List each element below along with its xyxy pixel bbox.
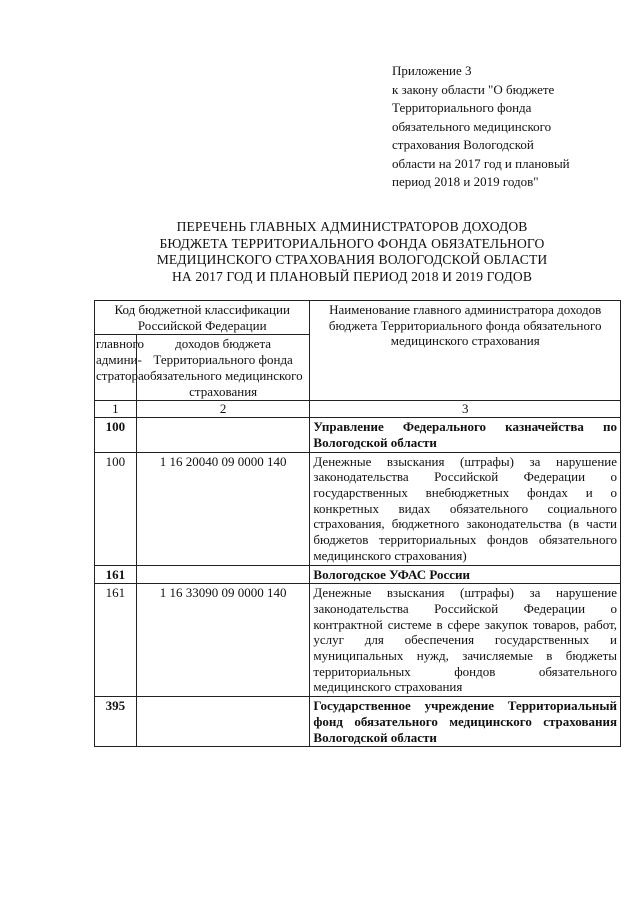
admin-code-cell: 161 bbox=[95, 584, 137, 697]
title-line: ПЕРЕЧЕНЬ ГЛАВНЫХ АДМИНИСТРАТОРОВ ДОХОДОВ bbox=[176, 219, 528, 234]
table-row bbox=[95, 584, 621, 697]
appendix-line: обязательного медицинского bbox=[392, 118, 552, 134]
column-numbers-row bbox=[95, 401, 621, 418]
income-description-cell: Денежные взыскания (штрафы) за нарушение законодательства Российской Федерации о государственных внебюджетных фондах и о конкретных видах обязательного социального страхования, бюджетного законодательства (в части бюджетов территориальных фондов обязательного медицинского страхования) bbox=[310, 452, 621, 565]
table-row bbox=[95, 452, 621, 565]
appendix-line: Территориального фонда bbox=[392, 100, 532, 115]
document-title bbox=[92, 219, 612, 285]
header-income-code: доходов бюджета Территориального фонда обязательного медицинского страхования bbox=[136, 335, 310, 401]
table-row bbox=[95, 418, 621, 452]
admin-code-cell: 395 bbox=[95, 697, 137, 747]
income-code-cell: 1 16 33090 09 0000 140 bbox=[136, 584, 310, 697]
header-admin-code: главного админи-стратора bbox=[95, 335, 137, 401]
administrator-name-cell: Управление Федерального казначейства по Вологодской области bbox=[310, 418, 621, 452]
income-description-cell: Денежные взыскания (штрафы) за нарушение законодательства Российской Федерации о контрактной системе в сфере закупок товаров, работ, услуг для обеспечения государственных и муниципальных нужд, зачисляемые в бюджеты территориальных фондов обязательного медицинского страхования bbox=[310, 584, 621, 697]
admin-code-cell: 100 bbox=[95, 452, 137, 565]
header-administrator-name: Наименование главного администратора доходов бюджета Территориального фонда обязательного медицинского страхования bbox=[310, 301, 621, 401]
header-classification: Код бюджетной классификации Российской Федерации bbox=[95, 301, 310, 335]
appendix-line: Приложение 3 bbox=[392, 63, 472, 78]
appendix-line: к закону области "О бюджете bbox=[392, 81, 555, 97]
admin-code-cell: 100 bbox=[95, 418, 137, 452]
title-line: БЮДЖЕТА ТЕРРИТОРИАЛЬНОГО ФОНДА ОБЯЗАТЕЛЬНОГО bbox=[159, 235, 545, 251]
income-code-cell bbox=[136, 418, 310, 452]
column-number: 2 bbox=[136, 401, 310, 418]
appendix-line: период 2018 и 2019 годов" bbox=[392, 174, 539, 189]
column-number: 1 bbox=[95, 401, 137, 418]
title-line: МЕДИЦИНСКОГО СТРАХОВАНИЯ ВОЛОГОДСКОЙ ОБЛАСТИ bbox=[156, 252, 548, 267]
appendix-line: страхования Вологодской bbox=[392, 137, 534, 152]
column-number: 3 bbox=[310, 401, 621, 418]
table-row bbox=[95, 697, 621, 747]
table-header bbox=[95, 301, 621, 418]
appendix-line: области на 2017 год и плановый bbox=[392, 155, 570, 171]
administrator-name-cell: Вологодское УФАС России bbox=[310, 565, 621, 584]
admin-code-cell: 161 bbox=[95, 565, 137, 584]
table-body bbox=[95, 418, 621, 747]
income-code-cell bbox=[136, 697, 310, 747]
administrators-table bbox=[94, 300, 621, 747]
title-line: НА 2017 ГОД И ПЛАНОВЫЙ ПЕРИОД 2018 И 2019 ГОДОВ bbox=[171, 268, 532, 284]
appendix-note bbox=[392, 62, 632, 192]
income-code-cell: 1 16 20040 09 0000 140 bbox=[136, 452, 310, 565]
table-row bbox=[95, 565, 621, 584]
income-code-cell bbox=[136, 565, 310, 584]
administrator-name-cell: Государственное учреждение Территориальный фонд обязательного медицинского страхования Вологодской области bbox=[310, 697, 621, 747]
